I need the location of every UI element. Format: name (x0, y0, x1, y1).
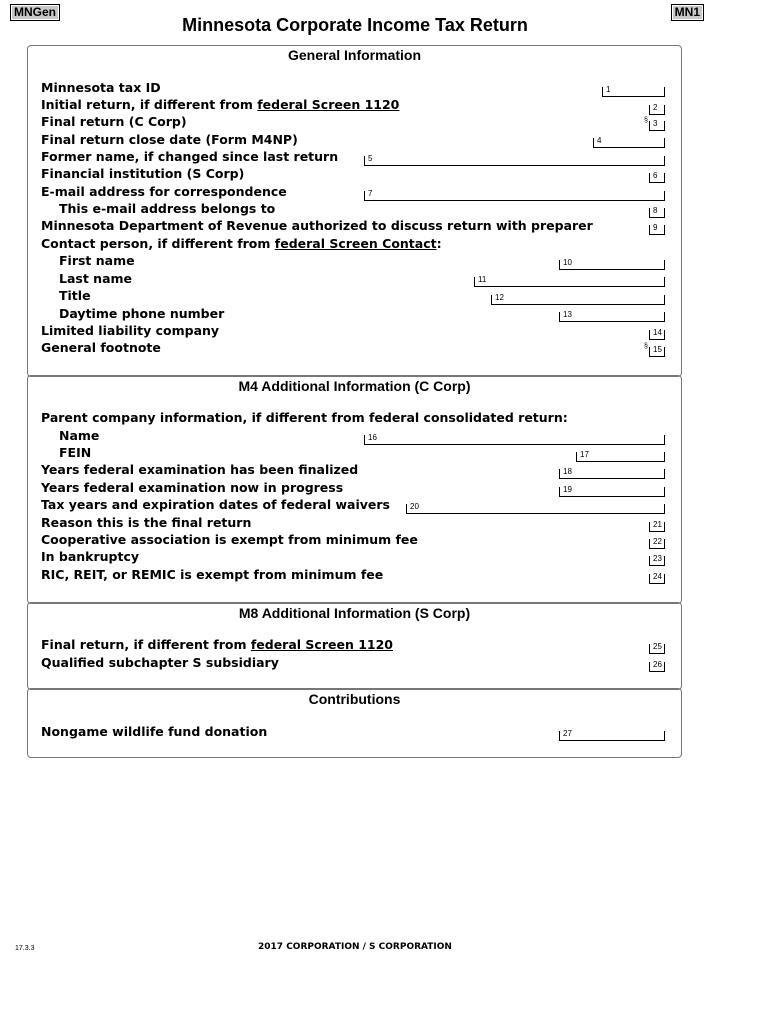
general-information-section (27, 45, 682, 377)
m8-final-return-text: Final return, if different from (41, 637, 251, 652)
footnote-mark: § (644, 343, 648, 350)
field-14[interactable]: 14 (649, 330, 665, 340)
field-7[interactable]: 7 (364, 191, 665, 201)
footnote-mark: § (644, 117, 648, 124)
field-25[interactable]: 25 (649, 644, 665, 654)
label-exam-progress: Years federal examination now in progress (41, 480, 344, 495)
federal-screen-1120-link[interactable]: federal Screen 1120 (250, 637, 393, 652)
field-1[interactable]: 1 (602, 87, 665, 97)
m4-additional-information-section (27, 375, 682, 604)
field-11[interactable]: 11 (474, 277, 665, 287)
field-3[interactable]: 3 (649, 121, 665, 131)
field-2[interactable]: 2 (649, 105, 665, 115)
field-23[interactable]: 23 (649, 556, 665, 566)
field-8[interactable]: 8 (649, 208, 665, 218)
field-20[interactable]: 20 (406, 504, 665, 514)
contact-colon: : (436, 236, 442, 251)
field-22[interactable]: 22 (649, 539, 665, 549)
label-coop: Cooperative association is exempt from minimum fee (41, 532, 418, 547)
label-contact (41, 236, 442, 251)
field-12[interactable]: 12 (491, 295, 665, 305)
contact-text: Contact person, if different from (41, 236, 275, 251)
label-last-name: Last name (59, 271, 133, 286)
label-title: Title (59, 288, 91, 303)
label-llc: Limited liability company (41, 323, 220, 338)
field-27[interactable]: 27 (559, 731, 665, 741)
federal-screen-contact-link[interactable]: federal Screen Contact (274, 236, 437, 251)
section-title: Contributions (308, 691, 401, 707)
field-6[interactable]: 6 (649, 173, 665, 183)
field-16[interactable]: 16 (364, 435, 665, 445)
label-former-name: Former name, if changed since last return (41, 149, 339, 164)
label-reason-final: Reason this is the final return (41, 515, 252, 530)
label-bankruptcy: In bankruptcy (41, 549, 140, 564)
label-exam-finalized: Years federal examination has been finalized (41, 462, 359, 477)
screen-code-tag: MN1 (671, 4, 704, 21)
label-final-return: Final return (C Corp) (41, 114, 187, 129)
field-17[interactable]: 17 (576, 452, 665, 462)
label-first-name: First name (59, 253, 135, 268)
label-financial-institution: Financial institution (S Corp) (41, 166, 245, 181)
field-13[interactable]: 13 (559, 312, 665, 322)
section-title: M4 Additional Information (C Corp) (238, 378, 471, 394)
field-15[interactable]: 15 (649, 347, 665, 357)
field-4[interactable]: 4 (593, 138, 665, 148)
label-tax-id: Minnesota tax ID (41, 80, 161, 95)
label-email: E-mail address for correspondence (41, 184, 287, 199)
contributions-section (27, 688, 682, 758)
label-ric: RIC, REIT, or REMIC is exempt from minimum fee (41, 567, 384, 582)
field-21[interactable]: 21 (649, 522, 665, 532)
label-m8-final-return (41, 637, 393, 652)
label-close-date: Final return close date (Form M4NP) (41, 132, 298, 147)
field-18[interactable]: 18 (559, 469, 665, 479)
section-title: General Information (287, 47, 422, 63)
label-waivers: Tax years and expiration dates of federal waivers (41, 497, 390, 512)
field-10[interactable]: 10 (559, 260, 665, 270)
label-nongame: Nongame wildlife fund donation (41, 724, 268, 739)
initial-return-text: Initial return, if different from (41, 97, 258, 112)
section-title: M8 Additional Information (S Corp) (238, 605, 471, 621)
field-5[interactable]: 5 (364, 156, 665, 166)
label-parent-company: Parent company information, if different from federal consolidated return: (41, 410, 568, 425)
federal-screen-1120-link[interactable]: federal Screen 1120 (257, 97, 400, 112)
field-19[interactable]: 19 (559, 487, 665, 497)
label-authorized: Minnesota Department of Revenue authorized to discuss return with preparer (41, 218, 593, 233)
page-title: Minnesota Corporate Income Tax Return (182, 15, 528, 35)
label-fein: FEIN (59, 445, 92, 460)
label-parent-name: Name (59, 428, 100, 443)
label-initial-return (41, 97, 399, 112)
label-phone: Daytime phone number (59, 306, 225, 321)
label-qsub: Qualified subchapter S subsidiary (41, 655, 279, 670)
page-footer: 2017 CORPORATION / S CORPORATION (258, 942, 452, 952)
label-footnote: General footnote (41, 340, 161, 355)
m8-additional-information-section (27, 602, 682, 690)
label-email-belongs: This e-mail address belongs to (59, 201, 276, 216)
field-26[interactable]: 26 (649, 662, 665, 672)
form-code-tag: MNGen (10, 4, 60, 21)
field-9[interactable]: 9 (649, 225, 665, 235)
version-number: 17.3.3 (15, 945, 35, 952)
field-24[interactable]: 24 (649, 574, 665, 584)
